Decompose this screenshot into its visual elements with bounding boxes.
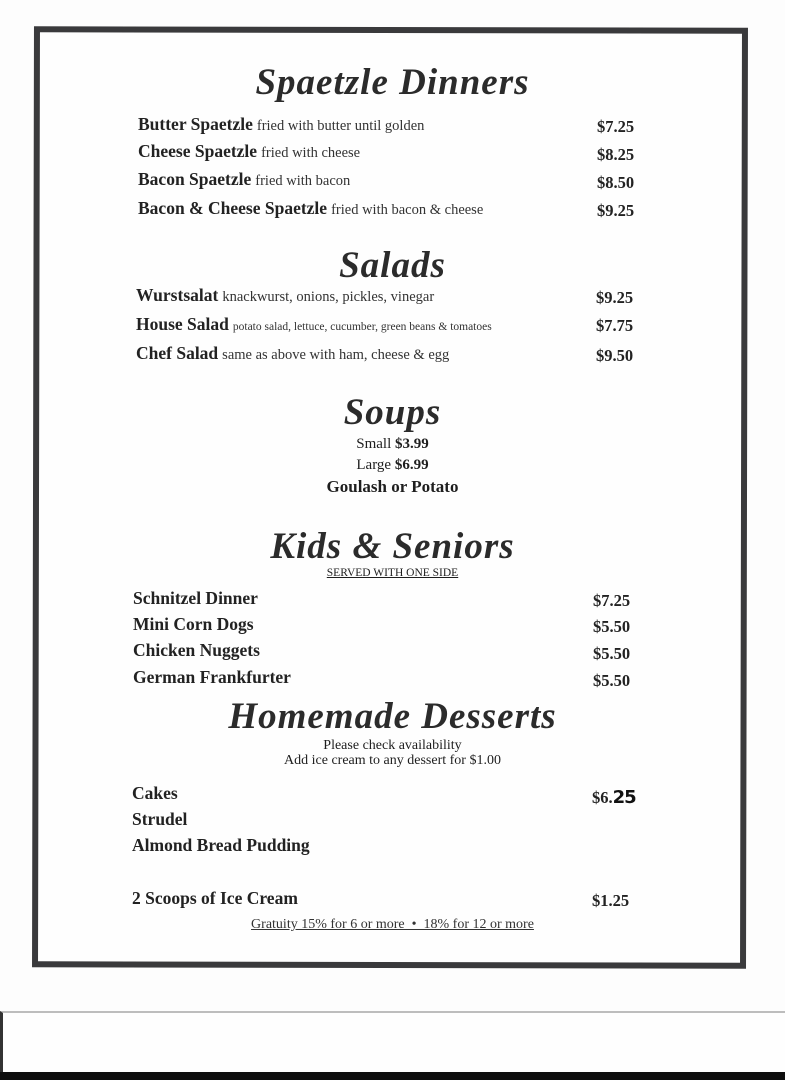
menu-item-row (138, 169, 350, 191)
menu-item-name: Wurstsalat (136, 285, 219, 305)
menu-item-price: $5.50 (593, 671, 631, 690)
menu-item-price: $5.50 (593, 644, 631, 663)
soup-small-line (0, 436, 785, 453)
menu-item-row (133, 667, 291, 689)
soup-large-price: $6.99 (394, 457, 429, 473)
menu-item-description: fried with cheese (261, 145, 361, 161)
menu-item-price: $7.25 (597, 117, 635, 136)
section-heading-kids-seniors: Kids & Seniors (270, 526, 515, 567)
menu-item-row (133, 640, 260, 662)
soup-small-label: Small (356, 436, 392, 452)
menu-item-row (136, 343, 449, 365)
menu-item-price: $9.50 (596, 346, 634, 365)
menu-item-row (136, 314, 492, 336)
desserts-note-availability: Please check availability (323, 738, 462, 753)
gratuity-note: Gratuity 15% for 6 or more • 18% for 12 or more (251, 917, 534, 932)
soup-varieties: Goulash or Potato (326, 477, 459, 496)
menu-item-price: $7.75 (596, 316, 634, 335)
menu-item-name: German Frankfurter (133, 667, 291, 687)
menu-item-price: $8.50 (597, 173, 635, 192)
menu-item-name: Chicken Nuggets (133, 640, 260, 660)
menu-item-price: $9.25 (596, 288, 634, 307)
menu-item-price: $5.50 (593, 617, 631, 636)
menu-item-name: Strudel (132, 809, 188, 829)
section-heading-homemade-desserts: Homemade Desserts (228, 696, 557, 737)
menu-item-row (132, 809, 187, 831)
menu-item-name: Mini Corn Dogs (133, 614, 254, 634)
menu-item-row (138, 198, 483, 220)
menu-item-name: House Salad (136, 314, 229, 334)
scanned-page-edge (0, 1011, 785, 1072)
menu-item-name: Schnitzel Dinner (133, 588, 258, 608)
menu-item-description: fried with bacon & cheese (331, 202, 484, 218)
menu-item-name: Almond Bread Pudding (132, 835, 310, 855)
menu-item-price: $8.25 (597, 145, 635, 164)
menu-item-row (136, 285, 434, 307)
section-heading-spaetzle-dinners: Spaetzle Dinners (255, 62, 530, 103)
menu-item-description: fried with bacon (255, 173, 351, 189)
menu-item-name: Cakes (132, 783, 178, 803)
menu-item-description: potato salad, lettuce, cucumber, green beans & tomatoes (232, 321, 492, 333)
menu-item-name: 2 Scoops of Ice Cream (132, 888, 298, 908)
menu-item-price: $1.25 (592, 891, 630, 910)
menu-item-row (132, 783, 178, 805)
menu-item-price: $7.25 (593, 591, 631, 610)
menu-item-name: Chef Salad (136, 343, 219, 363)
kids-subtitle: SERVED WITH ONE SIDE (326, 567, 459, 579)
menu-item-row (132, 888, 298, 910)
soup-small-price: $3.99 (395, 436, 429, 452)
section-heading-salads: Salads (339, 245, 446, 286)
menu-item-name: Butter Spaetzle (138, 114, 253, 134)
menu-item-name: Bacon Spaetzle (138, 169, 252, 189)
menu-item-price: $9.25 (597, 201, 635, 220)
soup-large-label: Large (356, 457, 392, 473)
menu-item-row (138, 114, 424, 136)
menu-item-description: knackwurst, onions, pickles, vinegar (222, 289, 435, 305)
price-printed-part: $6. (592, 788, 613, 807)
price-handwritten-part: 25 (612, 787, 636, 808)
menu-item-row (138, 141, 360, 163)
menu-item-row (133, 614, 254, 636)
desserts-note-ice-cream: Add ice cream to any dessert for $1.00 (284, 753, 501, 768)
menu-item-price (592, 787, 636, 808)
menu-item-description: same as above with ham, cheese & egg (222, 347, 450, 363)
soup-large-line (0, 457, 785, 474)
menu-item-name: Bacon & Cheese Spaetzle (138, 198, 328, 218)
menu-item-name: Cheese Spaetzle (138, 141, 258, 161)
menu-item-description: fried with butter until golden (256, 118, 425, 134)
menu-item-row (133, 588, 258, 610)
scanner-bed-strip (0, 1072, 785, 1080)
menu-item-row (132, 835, 310, 857)
section-heading-soups: Soups (343, 392, 442, 433)
